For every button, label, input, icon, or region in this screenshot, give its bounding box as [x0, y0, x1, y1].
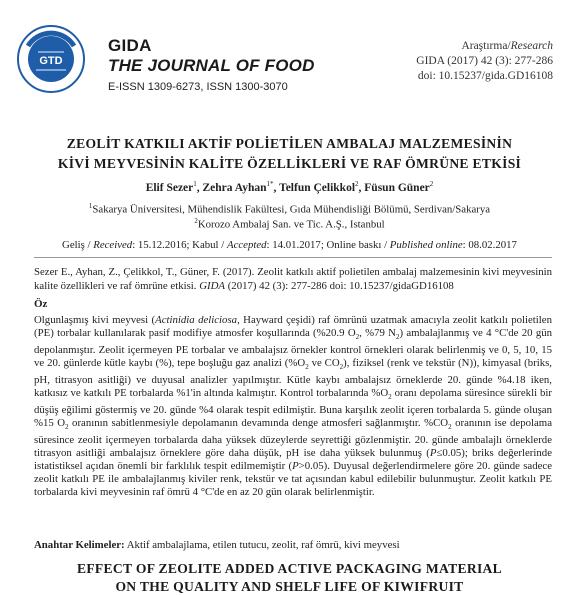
received-label-en: Received — [93, 239, 133, 251]
keywords-list: Aktif ambalajlama, etilen tutucu, zeolit, raf ömrü, kivi meyvesi — [124, 539, 400, 551]
author-list: Elif Sezer$^1$, Zehra Ayhan$^{1*}$, Telfun Çelikkol$^2$, Füsun Güner$^2$ — [145, 180, 434, 194]
accepted-date: : 14.01.2017; Online baskı / — [266, 239, 390, 251]
affiliation-2: $^2$Korozo Ambalaj San. ve Tic. A.Ş., Istanbul — [194, 217, 385, 231]
keywords-label: Anahtar Kelimeler: — [34, 539, 125, 551]
published-date: : 08.02.2017 — [462, 239, 517, 251]
title-en-line2: ON THE QUALITY AND SHELF LIFE OF KIWIFRUIT — [115, 579, 464, 594]
article-type-en: Research — [510, 40, 553, 52]
author-sup: 2 — [355, 180, 359, 188]
logo-abbr: GTD — [39, 55, 63, 67]
citation-text-end: (2017) 42 (3): 277-286 doi: 10.15237/gidaGD16108 — [225, 280, 454, 292]
title-tr-line1: ZEOLİT KATKILI AKTİF POLİETİLEN AMBALAJ MALZEMESİNİN — [66, 136, 513, 151]
abstract-body: Olgunlaşmış kivi meyvesi (Actinidia deliciosa, Hayward çeşidi) raf ömrünü uzatmak amacıyla zeolit katkılı polietilen (PE) torbalar kullanılarak pasif modifiye atmosfer koşullarında (%20.9 $O_2$, %79 $N_2$) ambalajlanmış ve 4 °C'de 20 gün depolanmıştır. Zeolit içermeyen PE torbalar ve ambalajsız örnekler kontrol örnekleri olarak belirlenmiş ve 0, 5, 10, 15 ve 20. günlerde kütle kaybı (%), tepe boşluğu gaz analizi ($\%O_2$ ve $CO_2$), fiziksel (renk ve tekstür (N)), kimyasal (briks, pH, titrasyon asitliği) ve duyusal analizler yapılmıştır. Kütle kaybı ambalajsız örneklerde 20. günde %4.18 iken, katkısız ve katkılı PE torbalarda %1'in altında kalmıştır. Kontrol torbalarında $\%O_2$ oranı depolama süresince sürekli bir düşüş eğilimi göstermiş ve 20. günde %4 olarak tespit edilmiştir. Buna karşılık zeolit içeren torbalarda 5. günde oluşan %15 $O_2$ oranının sabitlenmesiyle depolamanın devamında denge atmosferi sağlanmıştır. $\%CO_2$ oranının ise depolama süresince zeolit içermeyen torbalarda daha yüksek düzeylerde seyrettiği gözlenmiştir. 20. günde ambalajlı örneklerde titrasyon asitliği ambalajsız örneklere göre daha düşük, pH ise daha yüksek bulunmuş (P≤0.05); briks değerlerinde istatistiksel açıdan önemli bir farklılık tespit edilmemiştir (P>0.05). Duyusal değerlendirmelere göre 20. günde sadece zeolit katkılı PE ile ambalajlanmış kiviler renk, tekstür ve tat açısından kabul edilebilir bulunmuştur. Zeolit katkılı PE torbalarda kivi meyvesinin raf ömrü 4 °C'de en az 20 gün olarak belirlenmiştir. — [34, 314, 553, 498]
accepted-label-en: Accepted — [226, 239, 267, 251]
article-type-tr: Araştırma/ — [461, 40, 511, 52]
author-sup: 2 — [429, 180, 434, 188]
author-name: Elif Sezer — [145, 181, 194, 194]
divider — [34, 257, 552, 258]
abstract-heading: Öz — [34, 298, 48, 310]
article-type — [461, 40, 553, 52]
author-name: Zehra Ayhan — [202, 181, 267, 194]
journal-logo — [16, 24, 86, 94]
affiliation-1: $^1$Sakarya Üniversitesi, Mühendislik Fakültesi, Gıda Mühendisliği Bölümü, Serdivan/Sakarya — [88, 202, 491, 216]
published-label-en: Published online — [389, 239, 463, 251]
citation-journal: GIDA — [199, 280, 225, 292]
article-dates — [0, 239, 579, 251]
keywords — [34, 539, 552, 551]
citation-text: Sezer E., Ayhan, Z., Çelikkol, T., Güner, F. (2017). Zeolit katkılı aktif polietilen ambalaj malzemesinin kivi meyvesinin kalite özellikleri ve raf ömrüne etkisi. — [34, 266, 552, 292]
issn: E-ISSN 1309-6273, ISSN 1300-3070 — [108, 81, 288, 93]
affiliation-1-text: Sakarya Üniversitesi, Mühendislik Fakültesi, Gıda Mühendisliği Bölümü, Serdivan/Sakarya — [92, 203, 491, 216]
accepted-label-tr: Kabul / — [192, 239, 227, 251]
author-sup: 1* — [266, 180, 274, 188]
author-name: Telfun Çelikkol — [279, 181, 356, 194]
citation-block — [34, 265, 552, 293]
author-sup: 1 — [193, 180, 197, 188]
author-name: Füsun Güner — [364, 181, 430, 194]
title-en-line1: EFFECT OF ZEOLITE ADDED ACTIVE PACKAGING MATERIAL — [76, 561, 503, 576]
journal-full-name: THE JOURNAL OF FOOD — [108, 56, 315, 75]
title-tr-line2: KİVİ MEYVESİNİN KALİTE ÖZELLİKLERİ VE RAF ÖMRÜNE ETKİSİ — [57, 156, 522, 171]
journal-short-name: GIDA — [108, 36, 152, 55]
received-date: : 15.12.2016; — [132, 239, 193, 251]
journal-citation: GIDA (2017) 42 (3): 277-286 — [416, 55, 553, 67]
affiliation-2-text: Korozo Ambalaj San. ve Tic. A.Ş., Istanbul — [197, 218, 385, 231]
doi-link[interactable]: doi: 10.15237/gida.GD16108 — [417, 70, 553, 82]
received-label-tr: Geliş / — [62, 239, 94, 251]
